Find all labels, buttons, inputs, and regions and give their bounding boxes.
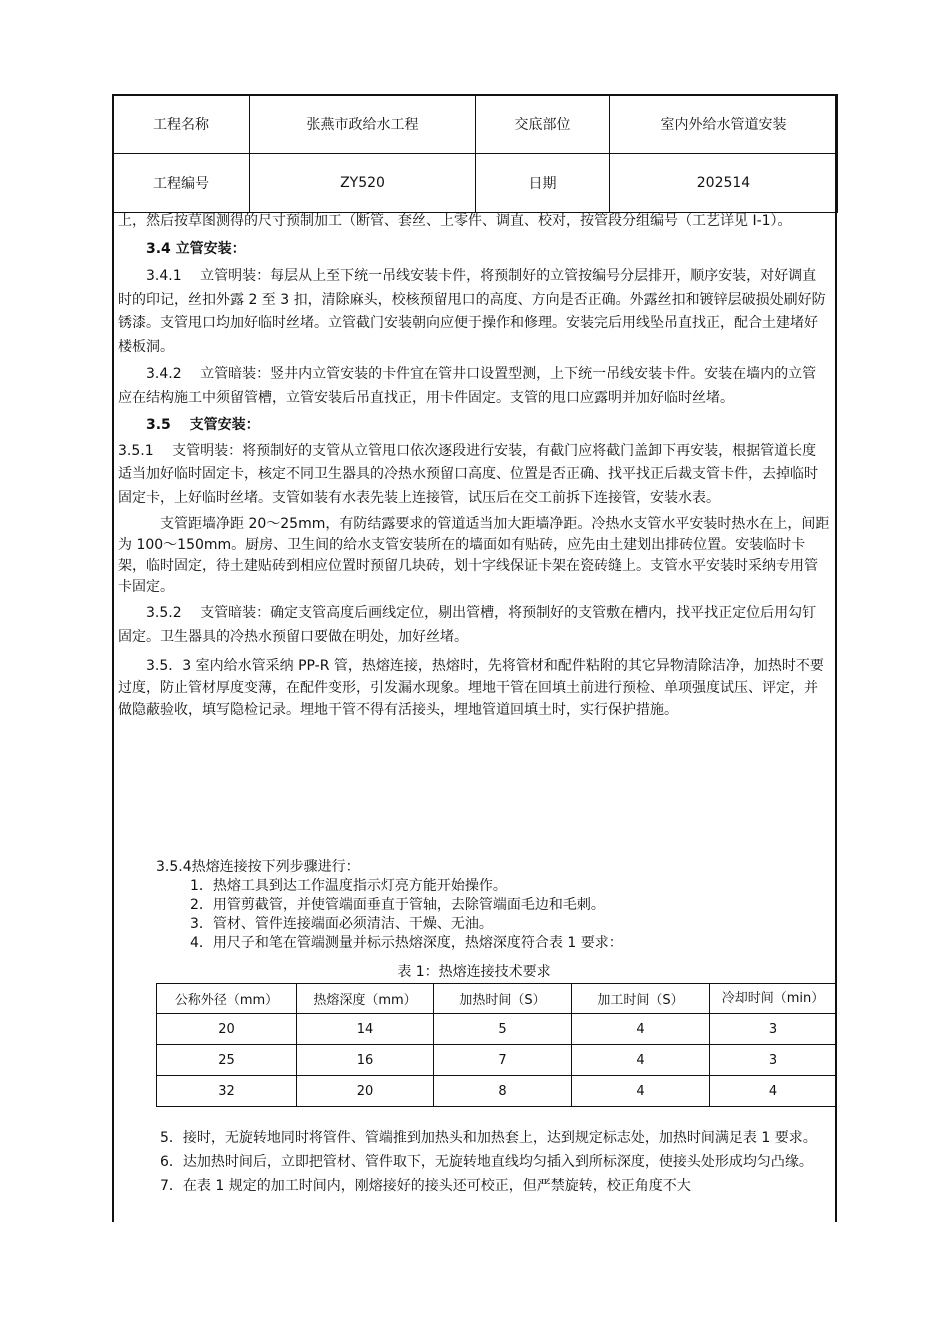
table-header-heat-time: 加热时间（S） — [434, 984, 572, 1014]
table-cell: 16 — [297, 1045, 434, 1076]
paragraph-3-4-2: 3.4.2 立管暗装：竖井内立管安装的卡件宜在管井口设置型测，上下统一吊线安装卡件。安装在墙内的立管应在结构施工中须留管槽，立管安装后吊直找正，用卡件固定。支管的甩口应露明并加好临时丝堵。 — [118, 366, 817, 406]
table-cell: 20 — [297, 1076, 434, 1107]
steps-intro-text: 热熔连接按下列步骤进行： — [191, 859, 360, 875]
step-4: 4．用尺子和笔在管端测量并标示热熔深度，热熔深度符合表 1 要求： — [190, 935, 623, 951]
table-caption: 表 1：热熔连接技术要求 — [397, 964, 551, 980]
step-7: 7．在表 1 规定的加工时间内，刚熔接好的接头还可校正，但严禁旋转，校正角度不大 — [160, 1178, 691, 1194]
hot-melt-table — [156, 983, 837, 1107]
table-cell: 7 — [434, 1045, 572, 1076]
header-row-1 — [113, 95, 838, 154]
project-name-label: 工程名称 — [113, 95, 250, 154]
date-label: 日期 — [476, 154, 610, 213]
table-cell: 4 — [572, 1045, 710, 1076]
steps-number: 3.5.4 — [156, 859, 192, 875]
table-row — [157, 1014, 837, 1045]
table-header-diameter: 公称外径（mm） — [157, 984, 297, 1014]
step-2: 2．用管剪截管，并使管端面垂直于管轴，去除管端面毛边和毛刺。 — [190, 897, 605, 913]
table-cell: 3 — [710, 1014, 837, 1045]
main-text — [118, 210, 830, 721]
table-header-row — [157, 984, 837, 1014]
table-header-cool-time: 冷却时间（min） — [710, 984, 837, 1014]
header-table — [112, 94, 838, 213]
heading-3-4: 3.4 立管安装： — [146, 240, 246, 257]
paragraph-3-5-1-b: 支管距墙净距 20～25mm，有防结露要求的管道适当加大距墙净距。冷热水支管水平安装时热水在上，间距为 100～150mm。厨房、卫生间的给水支管安装所在的墙面如有贴砖，应先由土建划出排砖位置。安装临时卡架，临时固定，待土建贴砖到相应位置时预留几块砖，划十字线保证卡架在瓷砖缝上。支管水平安装时采纳专用管卡固定。 — [118, 516, 830, 595]
header-row-2 — [113, 154, 838, 213]
table-header-process-time: 加工时间（S） — [572, 984, 710, 1014]
project-no-value: ZY520 — [250, 154, 476, 213]
table-header-depth: 热熔深度（mm） — [297, 984, 434, 1014]
steps-intro — [118, 858, 830, 877]
paragraph-3-4-1: 3.4.1 立管明装：每层从上至下统一吊线安装卡件，将预制好的立管按编号分层排开，顺序安装，对好调直时的印记，丝扣外露 2 至 3 扣，清除麻头，校核预留甩口的高度、方向是否正确。外露丝扣和镀锌层破损处刷好防锈漆。支管甩口均加好临时丝堵。立管截门安装朝向应便于操作和修理。安装完后用线坠吊直找正，配合土建堵好楼板洞。 — [118, 268, 826, 355]
hot-melt-steps — [118, 858, 830, 953]
table-cell: 4 — [572, 1014, 710, 1045]
part-value: 室内外给水管道安装 — [610, 95, 838, 154]
table-cell: 14 — [297, 1014, 434, 1045]
step-5: 5．接时，无旋转地同时将管件、管端推到加热头和加热套上，达到规定标志处，加热时间满足表 1 要求。 — [160, 1130, 817, 1146]
paragraph-intro: 上，然后按草图测得的尺寸预制加工（断管、套丝、上零件、调直、校对，按管段分组编号（工艺详见 I-1）。 — [118, 213, 792, 229]
table-cell: 32 — [157, 1076, 297, 1107]
table-cell: 4 — [710, 1076, 837, 1107]
table-cell: 5 — [434, 1014, 572, 1045]
after-table-steps — [118, 1128, 830, 1196]
table-cell: 4 — [572, 1076, 710, 1107]
table-row — [157, 1076, 837, 1107]
heading-3-5: 3.5 支管安装： — [146, 417, 260, 433]
project-name-value: 张燕市政给水工程 — [250, 95, 476, 154]
table-cell: 20 — [157, 1014, 297, 1045]
step-6: 6．达加热时间后，立即把管材、管件取下，无旋转地直线均匀插入到所标深度，使接头处形成均匀凸缘。 — [160, 1154, 813, 1170]
table-cell: 8 — [434, 1076, 572, 1107]
paragraph-3-5-1: 3.5.1 支管明装：将预制好的支管从立管甩口依次逐段进行安装，有截门应将截门盖卸下再安装，根据管道长度适当加好临时固定卡，核定不同卫生器具的冷热水预留口高度、位置是否正确、找平找正后裁支管卡件，去掉临时固定卡，上好临时丝堵。支管如装有水表先装上连接管，试压后在交工前拆下连接管，安装水表。 — [118, 442, 818, 506]
part-label: 交底部位 — [476, 95, 610, 154]
step-3: 3．管材、管件连接端面必须清洁、干燥、无油。 — [190, 916, 493, 932]
paragraph-3-5-3: 3.5．3 室内给水管采纳 PP-R 管，热熔连接，热熔时，先将管材和配件粘附的其它异物清除洁净，加热时不要过度，防止管材厚度变薄，在配件变形，引发漏水现象。埋地干管在回填土前进行预检、单项强度试压、评定，并做隐蔽验收，填写隐检记录。埋地干管不得有活接头，埋地管道回填土时，实行保护措施。 — [118, 658, 824, 718]
table-cell: 25 — [157, 1045, 297, 1076]
paragraph-3-5-2: 3.5.2 支管暗装：确定支管高度后画线定位，剔出管槽，将预制好的支管敷在槽内，找平找正定位后用勾钉固定。卫生器具的冷热水预留口要做在明处，加好丝堵。 — [118, 605, 817, 645]
project-no-label: 工程编号 — [113, 154, 250, 213]
table-row — [157, 1045, 837, 1076]
table-cell: 3 — [710, 1045, 837, 1076]
step-1: 1．热熔工具到达工作温度指示灯亮方能开始操作。 — [190, 878, 507, 894]
date-value: 202514 — [610, 154, 838, 213]
